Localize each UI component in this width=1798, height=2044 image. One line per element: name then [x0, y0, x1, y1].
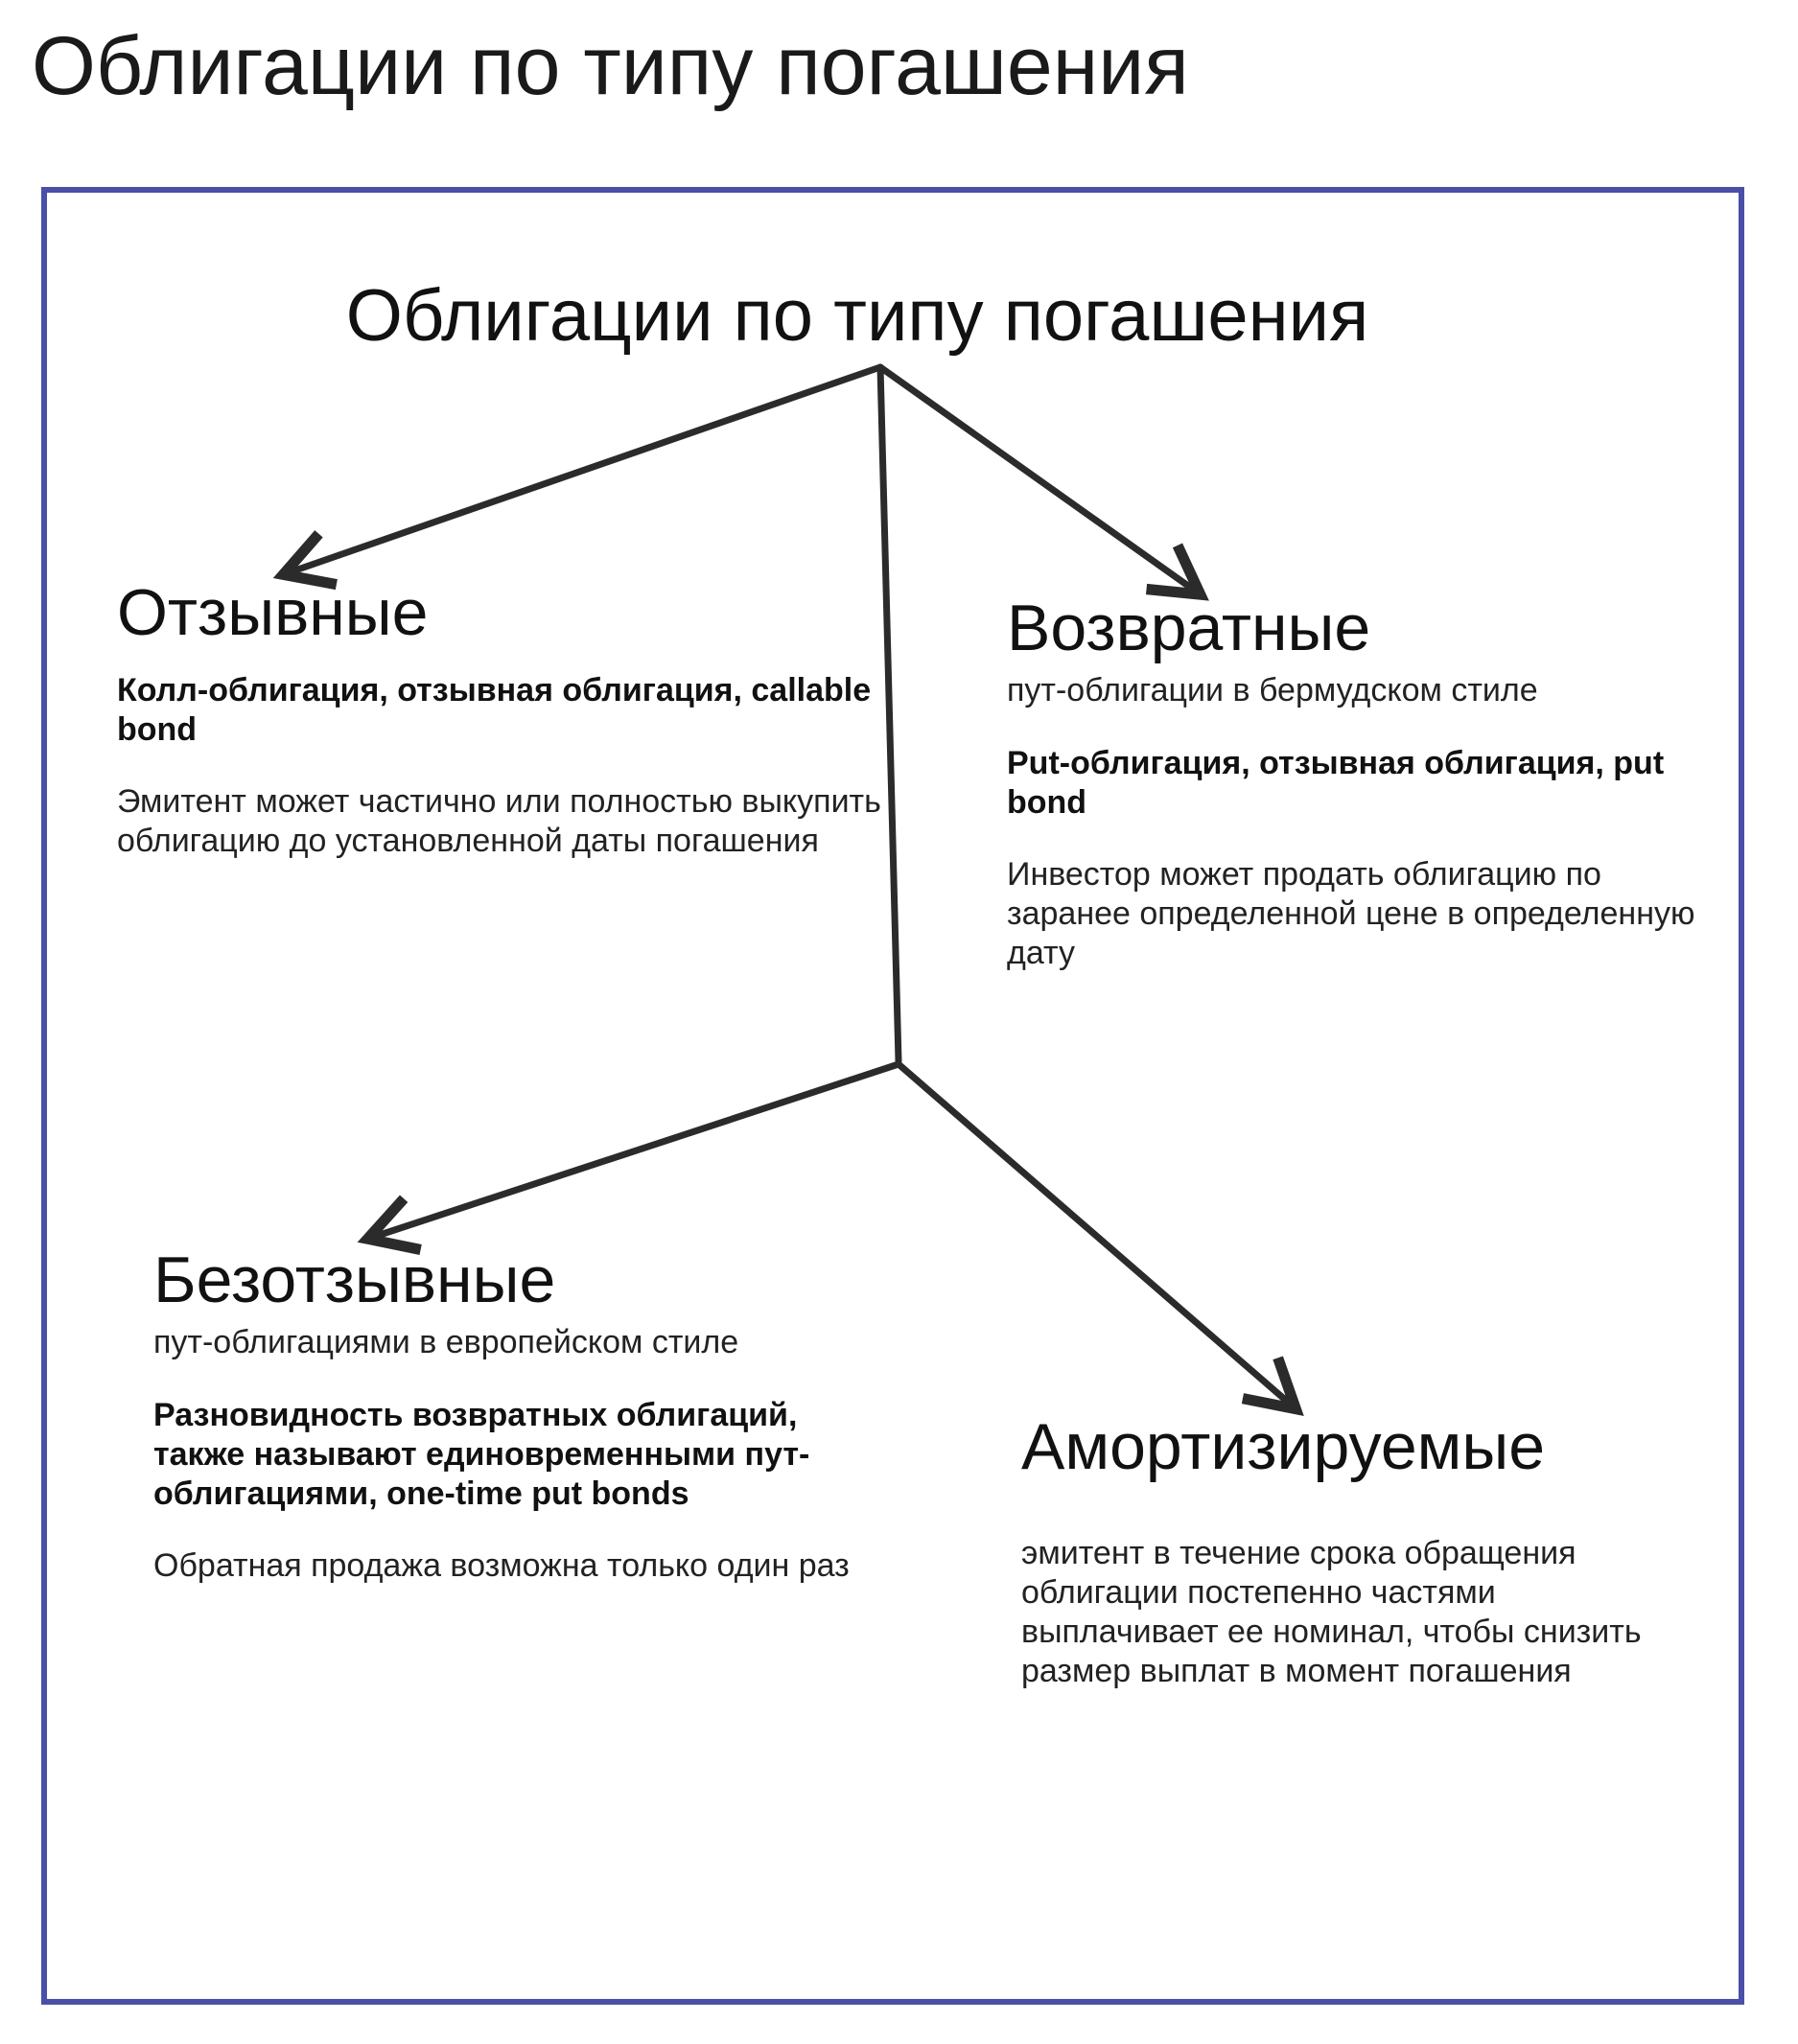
node-callable [117, 575, 884, 860]
node-amortizing-description: эмитент в течение срока обращения облигации постепенно частями выплачивает ее номинал, чтобы снизить размер выплат в момент погашения [1021, 1535, 1642, 1689]
node-puttable-description: Инвестор может продать облигацию по заранее определенной цене в определенную дату [1007, 855, 1695, 971]
node-callable-description: Эмитент может частично или полностью выкупить облигацию до установленной даты погашения [117, 782, 881, 859]
node-puttable-subtitle: пут-облигации в бермудском стиле [1007, 672, 1538, 709]
node-amortizing [1021, 1409, 1693, 1690]
root-node-title: Облигации по типу погашения [345, 275, 1369, 357]
node-callable-term: Колл-облигация, отзывная облигация, callable bond [117, 672, 872, 748]
node-non-callable [153, 1243, 863, 1586]
node-non-callable-subtitle: пут-облигациями в европейском стиле [153, 1324, 739, 1361]
node-puttable-title: Возвратные [1007, 592, 1371, 664]
node-puttable-term: Put-облигация, отзывная облигация, put bond [1007, 745, 1665, 822]
node-callable-title: Отзывные [117, 576, 429, 649]
arrow-to-callable [290, 367, 880, 572]
arrow-to-puttable [880, 367, 1195, 591]
arrow-to-non-callable [374, 1064, 899, 1237]
arrow-to-amortizing [899, 1064, 1291, 1405]
node-non-callable-term: Разновидность возвратных облигаций, также называют единовременными пут-облигациями, one-time put bonds [153, 1397, 810, 1512]
page-title: Облигации по типу погашения [32, 20, 1189, 112]
node-non-callable-title: Безотзывные [153, 1243, 556, 1316]
node-amortizing-title: Амортизируемые [1021, 1410, 1546, 1483]
node-puttable [1007, 591, 1697, 972]
node-non-callable-description: Обратная продажа возможна только один раз [153, 1546, 850, 1584]
